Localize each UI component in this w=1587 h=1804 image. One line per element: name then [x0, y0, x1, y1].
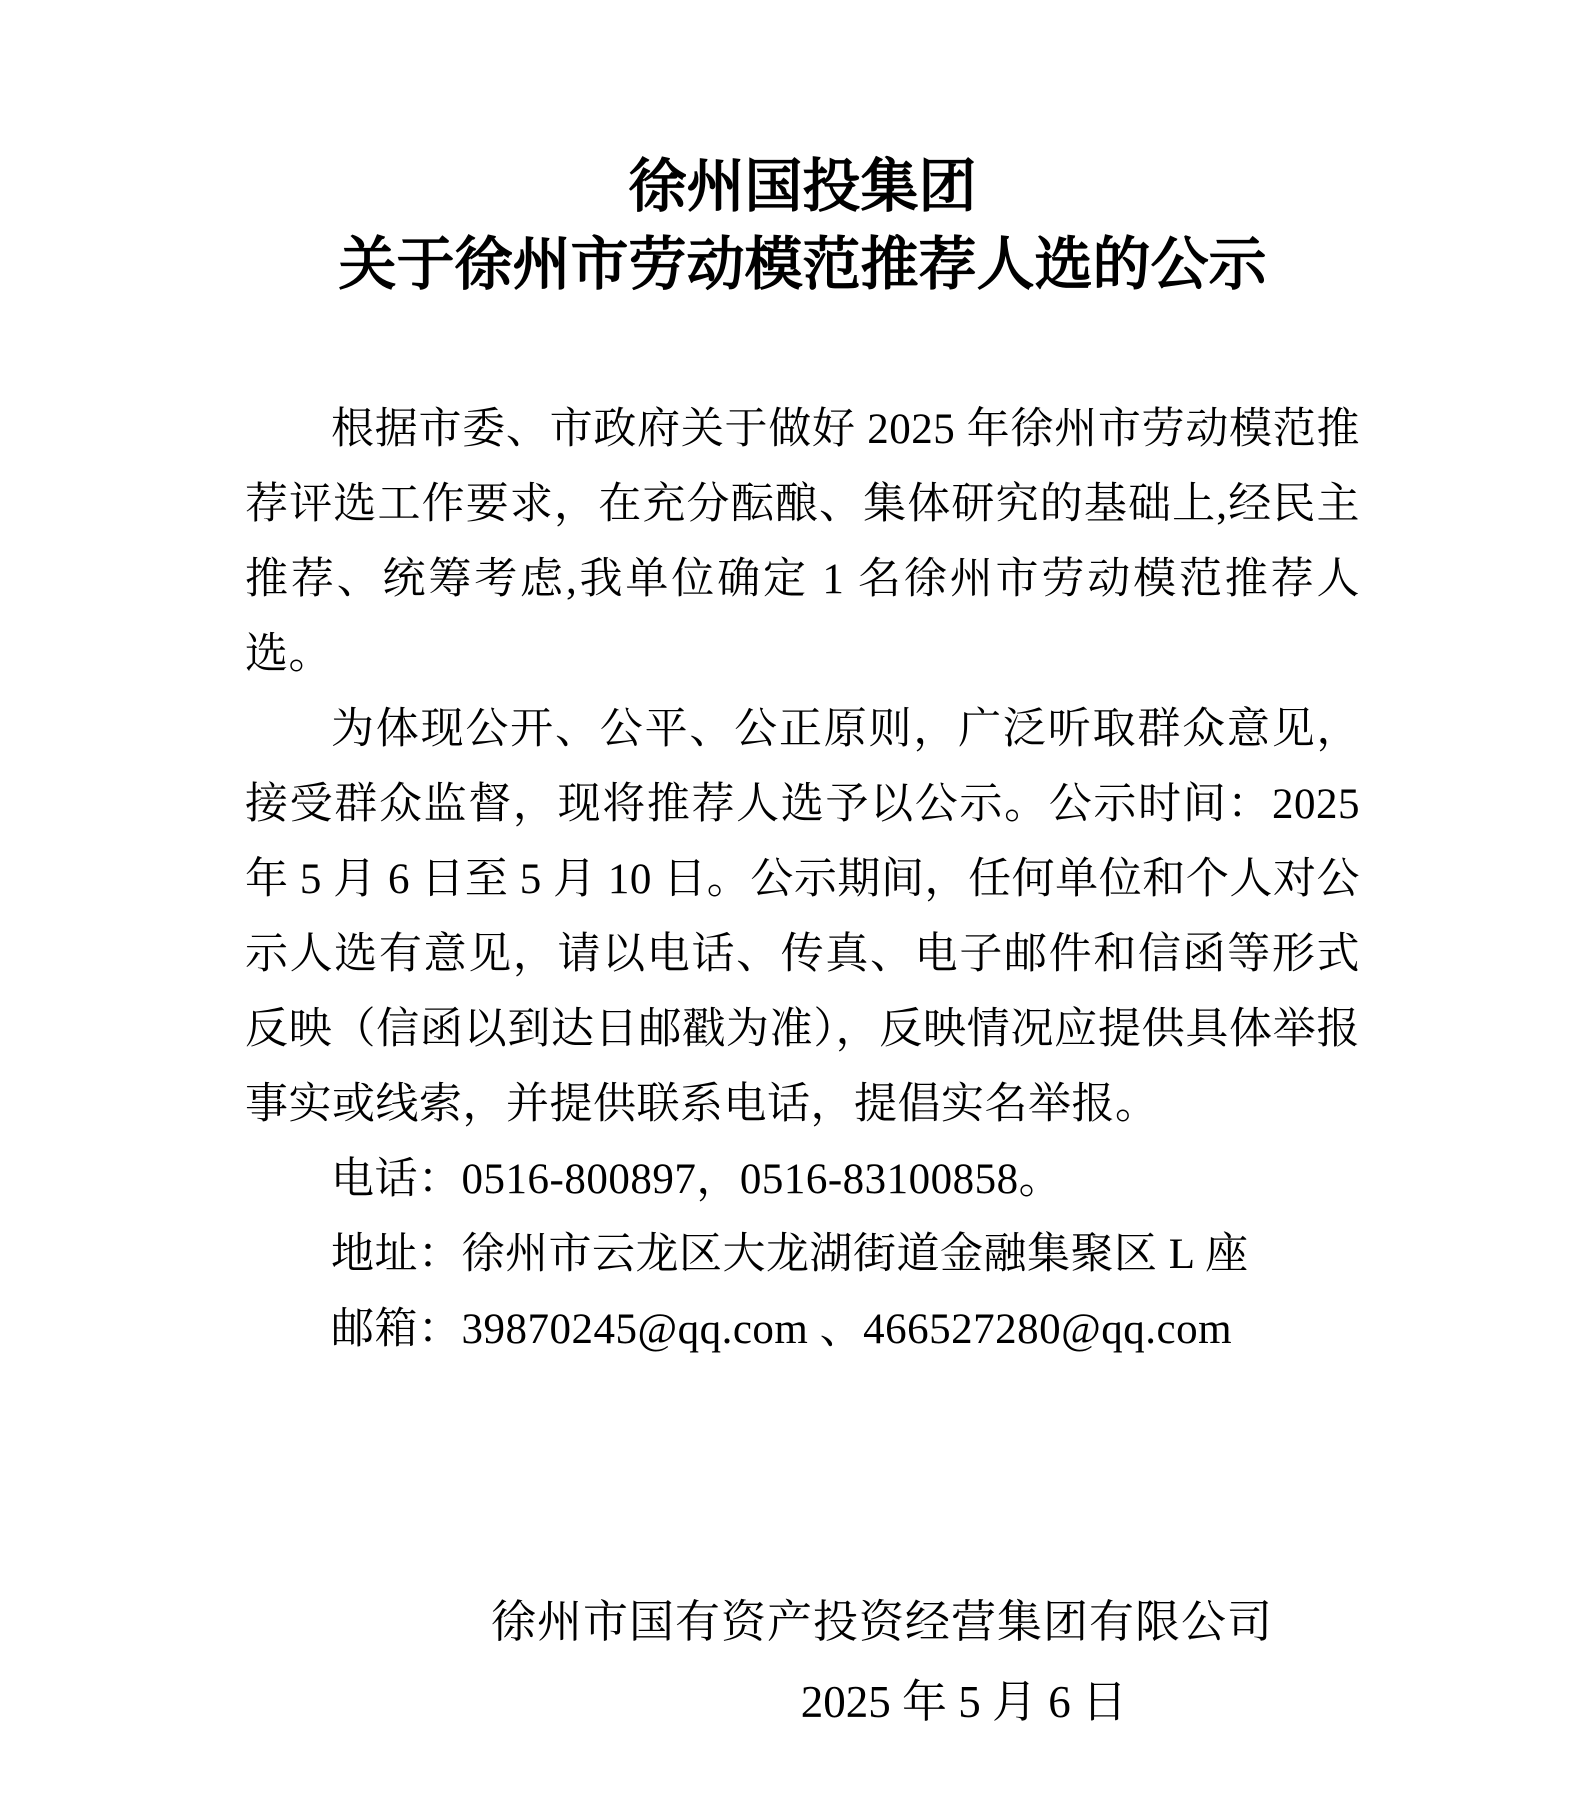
body-paragraph-1: 根据市委、市政府关于做好 2025 年徐州市劳动模范推荐评选工作要求，在充分酝酿、集体研究的基础上,经民主推荐、统筹考虑,我单位确定 1 名徐州市劳动模范推荐人选。	[245, 406, 1360, 678]
email-line: 邮箱：39870245@qq.com 、466527280@qq.com	[331, 1306, 1233, 1353]
signature-company: 徐州市国有资产投资经营集团有限公司	[490, 1597, 1273, 1647]
title-line-2: 关于徐州市劳动模范推荐人选的公示	[338, 232, 1267, 297]
document-body	[245, 392, 1360, 1367]
document-title	[245, 148, 1360, 304]
signature-block	[245, 1582, 1360, 1742]
address-line: 地址：徐州市云龙区大龙湖街道金融集聚区 L 座	[331, 1231, 1249, 1278]
signature-date: 2025 年 5 月 6 日	[800, 1677, 1127, 1727]
body-paragraph-2: 为体现公开、公平、公正原则，广泛听取群众意见，接受群众监督，现将推荐人选予以公示。公示时间：2025 年 5 月 6 日至 5 月 10 日。公示期间，任何单位和个人对公示人选有意见，请以电话、传真、电子邮件和信函等形式反映（信函以到达日邮戳为准），反映情况应提供具体举报事实或线索，并提供联系电话，提倡实名举报。	[245, 706, 1360, 1128]
title-line-1: 徐州国投集团	[628, 154, 977, 219]
phone-line: 电话：0516-800897，0516-83100858。	[331, 1156, 1063, 1203]
